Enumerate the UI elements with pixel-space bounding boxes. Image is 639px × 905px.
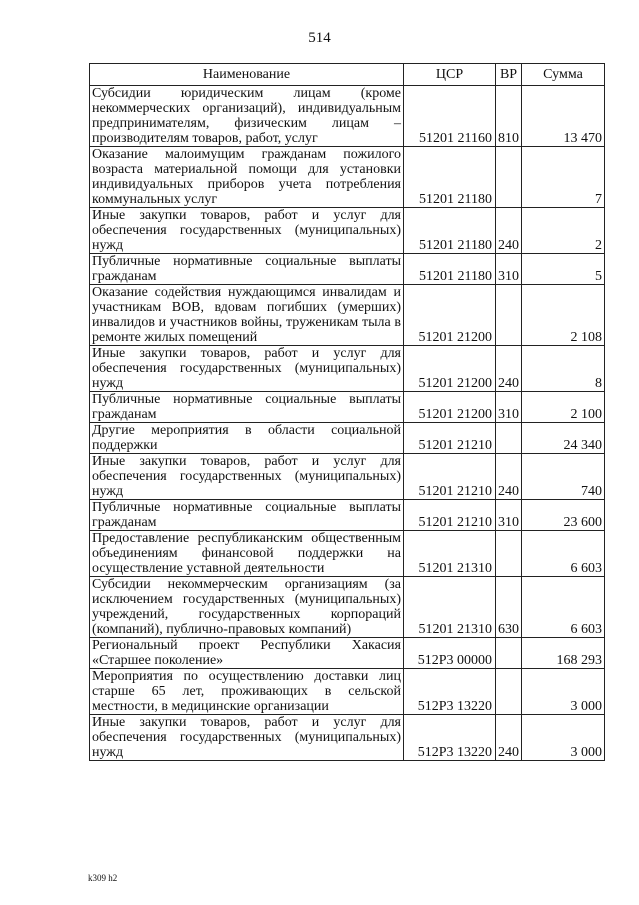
row-name: Иные закупки товаров, работ и услуг для обеспечения государственных (муниципальных) нужд [90, 346, 404, 392]
row-csr: 51201 21210 [404, 454, 496, 500]
row-csr: 51201 21210 [404, 423, 496, 454]
table-row [90, 346, 605, 392]
table-row [90, 577, 605, 638]
table-row [90, 208, 605, 254]
row-csr: 512P3 00000 [404, 638, 496, 669]
row-sum: 740 [522, 454, 605, 500]
row-sum: 6 603 [522, 531, 605, 577]
table-header-row [90, 64, 605, 86]
row-vr [496, 638, 522, 669]
row-sum: 2 108 [522, 285, 605, 346]
table-row [90, 423, 605, 454]
budget-table [89, 63, 605, 761]
row-name: Мероприятия по осуществлению доставки лиц старше 65 лет, проживающих в сельской местности, в медицинские организации [90, 669, 404, 715]
table-row [90, 669, 605, 715]
header-name: Наименование [90, 64, 404, 86]
footer-code: k309 h2 [88, 873, 118, 883]
row-name: Иные закупки товаров, работ и услуг для обеспечения государственных (муниципальных) нужд [90, 715, 404, 761]
row-sum: 24 340 [522, 423, 605, 454]
row-csr: 51201 21310 [404, 577, 496, 638]
table-row [90, 147, 605, 208]
row-name: Публичные нормативные социальные выплаты гражданам [90, 500, 404, 531]
row-csr: 512P3 13220 [404, 715, 496, 761]
header-csr: ЦСР [404, 64, 496, 86]
row-sum: 6 603 [522, 577, 605, 638]
row-sum: 3 000 [522, 715, 605, 761]
row-vr [496, 531, 522, 577]
row-vr: 240 [496, 715, 522, 761]
row-name: Субсидии некоммерческим организациям (за исключением государственных (муниципальных) учреждений, государственных корпораций (компаний), публично-правовых компаний) [90, 577, 404, 638]
table-row [90, 638, 605, 669]
row-sum: 2 [522, 208, 605, 254]
row-sum: 8 [522, 346, 605, 392]
table-row [90, 531, 605, 577]
row-name: Оказание малоимущим гражданам пожилого возраста материальной помощи для установки индивидуальных приборов учета потребления коммунальных услуг [90, 147, 404, 208]
row-vr [496, 285, 522, 346]
row-name: Иные закупки товаров, работ и услуг для обеспечения государственных (муниципальных) нужд [90, 454, 404, 500]
table-row [90, 715, 605, 761]
row-vr: 240 [496, 346, 522, 392]
header-vr: ВР [496, 64, 522, 86]
row-sum: 23 600 [522, 500, 605, 531]
row-csr: 51201 21210 [404, 500, 496, 531]
row-sum: 168 293 [522, 638, 605, 669]
row-vr: 240 [496, 208, 522, 254]
row-name: Региональный проект Республики Хакасия «Старшее поколение» [90, 638, 404, 669]
row-name: Иные закупки товаров, работ и услуг для обеспечения государственных (муниципальных) нужд [90, 208, 404, 254]
row-sum: 5 [522, 254, 605, 285]
row-sum: 13 470 [522, 86, 605, 147]
row-csr: 51201 21180 [404, 208, 496, 254]
row-sum: 2 100 [522, 392, 605, 423]
row-vr: 240 [496, 454, 522, 500]
row-sum: 7 [522, 147, 605, 208]
page-number: 514 [308, 30, 331, 46]
row-name: Предоставление республиканским общественным объединениям финансовой поддержки на осуществление уставной деятельности [90, 531, 404, 577]
row-name: Другие мероприятия в области социальной поддержки [90, 423, 404, 454]
row-vr [496, 423, 522, 454]
row-name: Субсидии юридическим лицам (кроме некоммерческих организаций), индивидуальным предпринимателям, физическим лицам – производителям товаров, работ, услуг [90, 86, 404, 147]
header-sum: Сумма [522, 64, 605, 86]
row-vr [496, 147, 522, 208]
row-csr: 51201 21200 [404, 285, 496, 346]
row-sum: 3 000 [522, 669, 605, 715]
table-row [90, 254, 605, 285]
table-row [90, 500, 605, 531]
table-row [90, 392, 605, 423]
row-vr [496, 669, 522, 715]
row-csr: 512P3 13220 [404, 669, 496, 715]
row-csr: 51201 21200 [404, 346, 496, 392]
table-row [90, 86, 605, 147]
row-vr: 310 [496, 392, 522, 423]
row-csr: 51201 21310 [404, 531, 496, 577]
row-name: Оказание содействия нуждающимся инвалидам и участникам ВОВ, вдовам погибших (умерших) инвалидов и участников войны, труженикам тыла в ремонте жилых помещений [90, 285, 404, 346]
row-vr: 310 [496, 254, 522, 285]
row-csr: 51201 21180 [404, 254, 496, 285]
row-vr: 810 [496, 86, 522, 147]
table-row [90, 285, 605, 346]
row-csr: 51201 21200 [404, 392, 496, 423]
table-row [90, 454, 605, 500]
row-name: Публичные нормативные социальные выплаты гражданам [90, 254, 404, 285]
row-vr: 310 [496, 500, 522, 531]
row-csr: 51201 21180 [404, 147, 496, 208]
row-vr: 630 [496, 577, 522, 638]
row-name: Публичные нормативные социальные выплаты гражданам [90, 392, 404, 423]
row-csr: 51201 21160 [404, 86, 496, 147]
